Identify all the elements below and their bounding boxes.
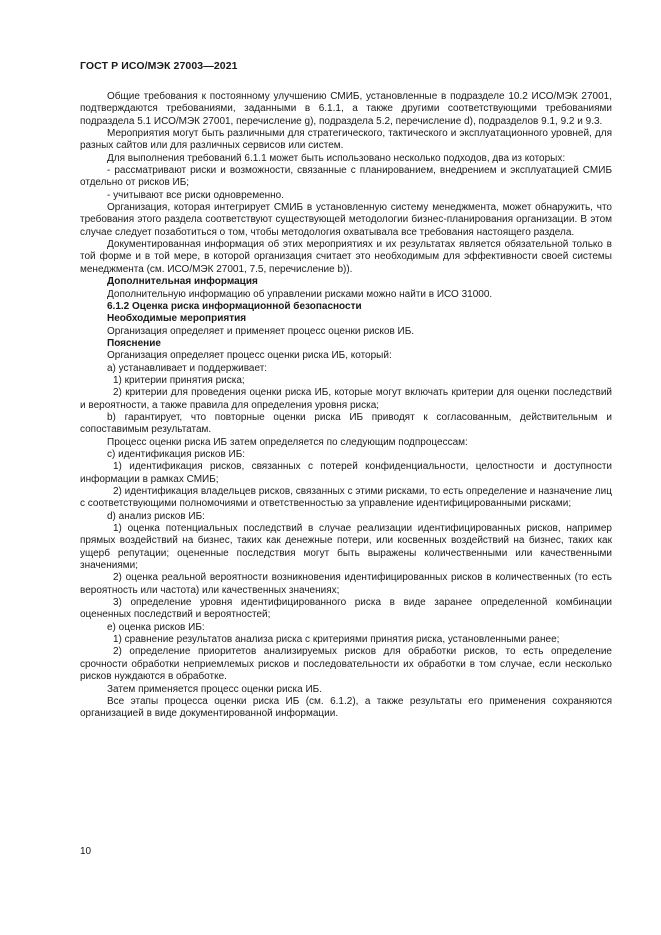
- body-text: [80, 91, 612, 721]
- page-number: 10: [80, 846, 92, 857]
- paragraph: Общие требования к постоянному улучшению СМИБ, установленные в подразделе 10.2 ИСО/МЭК 27001, подтверждаются требованиями, заданными в 6.1.1, а также другими соответствующими требованиями подраздела 5.1 ИСО/МЭК 27001, перечисление g), подраздела 5.2, перечисление d), подразделов 9.1, 9.2 и 9.3.: [80, 91, 612, 127]
- paragraph: a) устанавливает и поддерживает:: [107, 362, 268, 374]
- paragraph: Для выполнения требований 6.1.1 может быть использовано несколько подходов, два из которых:: [107, 152, 566, 164]
- paragraph: Организация, которая интегрирует СМИБ в установленную систему менеджмента, может обнаружить, что требования этого раздела соответствуют существующей методологии бизнес-планирования организации. В этом случае следует позаботиться о том, чтобы методология охватывала все требования настоящего раздела.: [80, 202, 612, 238]
- list-item: 2) определение приоритетов анализируемых рисков для обработки рисков, то есть определение срочности обработки неприемлемых рисков и последовательности их обработки в том случае, если несколько рисков нуждаются в обработке.: [80, 646, 612, 683]
- section-heading: Дополнительная информация: [107, 276, 258, 288]
- paragraph: b) гарантирует, что повторные оценки риска ИБ приводят к согласованным, действительным и сопоставимым результатам.: [80, 411, 612, 436]
- paragraph: Все этапы процесса оценки риска ИБ (см. 6.1.2), а также результаты его применения сохраняются организацией в виде документированной информации.: [80, 695, 612, 720]
- paragraph: Мероприятия могут быть различными для стратегического, тактического и эксплуатационного уровней, для разных сайтов или для различных сервисов или систем.: [80, 128, 612, 152]
- paragraph: Организация определяет процесс оценки риска ИБ, который:: [107, 350, 392, 362]
- list-item: 1) оценка потенциальных последствий в случае реализации идентифицированных рисков, например прямых воздействий на бизнес, таких как денежные потери, или косвенных воздействий на бизнес, таких как ущерб репутации; оцененные последствия могут быть выражены количественными или качественными значениями;: [80, 523, 612, 572]
- paragraph: Дополнительную информацию об управлении рисками можно найти в ИСО 31000.: [107, 288, 493, 300]
- paragraph: Организация определяет и применяет процесс оценки рисков ИБ.: [107, 325, 415, 337]
- list-item: 2) оценка реальной вероятности возникновения идентифицированных рисков в количественных (то есть вероятность или частота) или качественных значениях;: [80, 572, 612, 596]
- list-item: 3) определение уровня идентифицированного риска в виде заранее определенной комбинации оцененных последствий и вероятностей;: [80, 597, 612, 621]
- paragraph: d) анализ рисков ИБ:: [107, 510, 205, 522]
- paragraph: Документированная информация об этих мероприятиях и их результатах является обязательной только в той форме и в той мере, в которой организация считает это необходимым для эффективности своей системы менеджмента (см. ИСО/МЭК 27001, 7.5, перечисление b)).: [80, 239, 612, 275]
- list-item: 1) идентификация рисков, связанных с потерей конфиденциальности, целостности и доступности информации в рамках СМИБ;: [80, 461, 612, 485]
- paragraph: c) идентификация рисков ИБ:: [107, 448, 246, 460]
- list-item: 1) критерии принятия риска;: [113, 374, 245, 386]
- paragraph: Процесс оценки риска ИБ затем определяется по следующим подпроцессам:: [107, 436, 468, 448]
- paragraph: e) оценка рисков ИБ:: [107, 621, 205, 633]
- section-heading: 6.1.2 Оценка риска информационной безопасности: [107, 300, 362, 312]
- document-header: ГОСТ Р ИСО/МЭК 27003—2021: [80, 60, 238, 72]
- paragraph: - учитывают все риски одновременно.: [107, 189, 285, 201]
- paragraph: Затем применяется процесс оценки риска ИБ.: [107, 683, 322, 695]
- paragraph: - рассматривают риски и возможности, связанные с планированием, внедрением и эксплуатацией СМИБ отдельно от рисков ИБ;: [80, 165, 612, 189]
- list-item: 2) идентификация владельцев рисков, связанных с этими рисками, то есть определение и назначение лиц с соответствующими полномочиями и ответственностью за управление идентифицированными рисками;: [80, 486, 612, 510]
- list-item: 2) критерии для проведения оценки риска ИБ, которые могут включать критерии для оценки последствий и вероятности, а также правила для определения уровня риска;: [80, 387, 612, 411]
- section-heading: Необходимые мероприятия: [107, 313, 247, 325]
- section-heading: Пояснение: [107, 337, 161, 349]
- list-item: 1) сравнение результатов анализа риска с критериями принятия риска, установленными ранее;: [113, 634, 560, 646]
